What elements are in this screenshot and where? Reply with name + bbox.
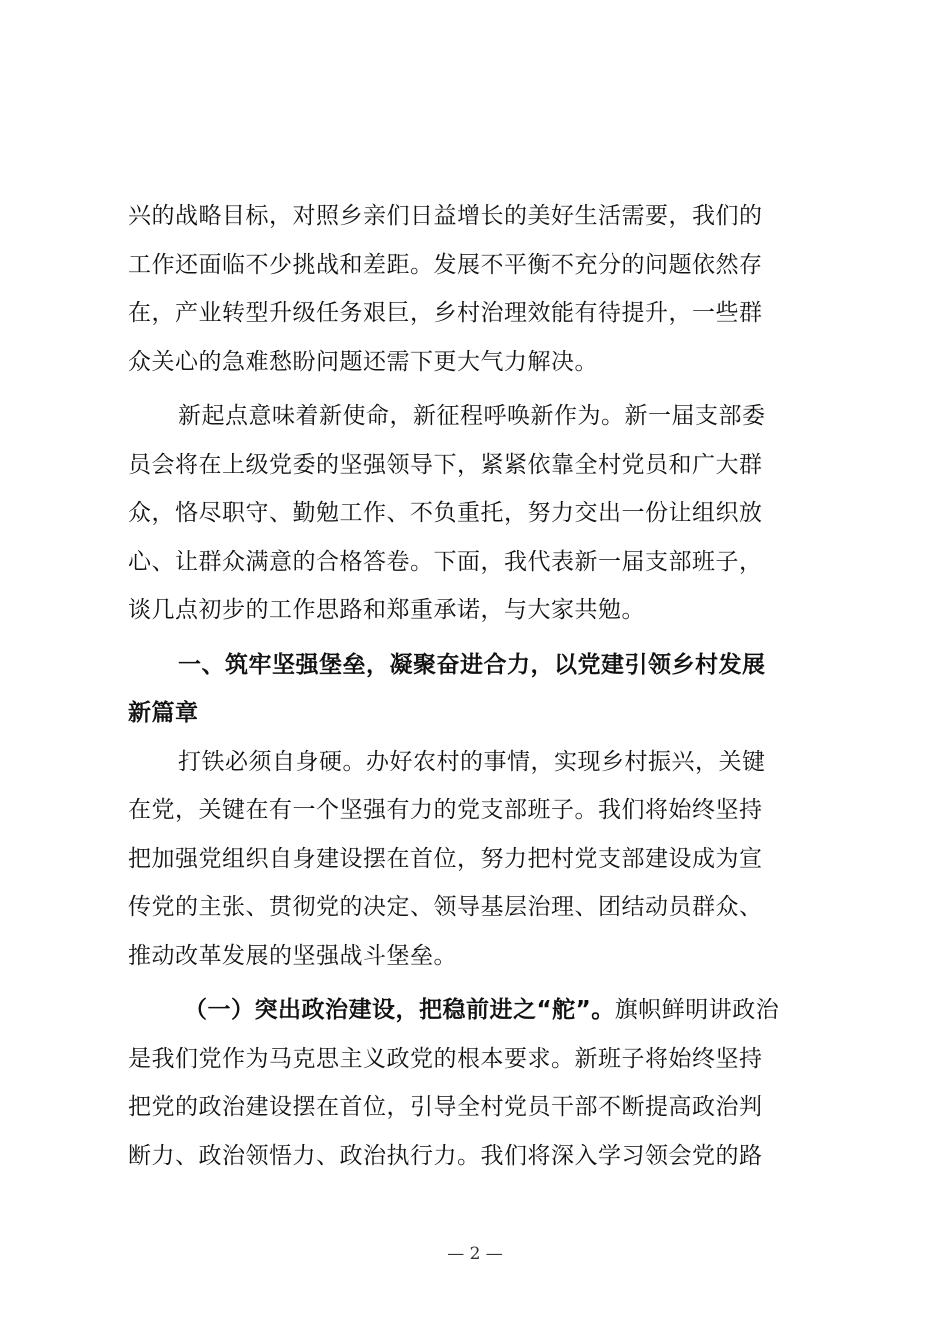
subsection-text: 旗帜鲜明讲政治	[614, 997, 780, 1023]
paragraph-line: 新起点意味着新使命，新征程呼唤新作为。新一届支部委	[178, 403, 766, 429]
paragraph-line: 心、让群众满意的合格答卷。下面，我代表新一届支部班子，	[128, 548, 763, 575]
paragraph-line: 把加强党组织自身建设摆在首位，努力把村党支部建设成为宣	[128, 845, 763, 872]
paragraph-line: 员会将在上级党委的坚强领导下，紧紧依靠全村党员和广大群	[128, 451, 763, 478]
paragraph-line: 众，恪尽职守、勤勉工作、不负重托，努力交出一份让组织放	[128, 500, 763, 526]
paragraph-line: 把党的政治建设摆在首位，引导全村党员干部不断提高政治判	[128, 1094, 763, 1120]
paragraph-line: 断力、政治领悟力、政治执行力。我们将深入学习领会党的路	[128, 1142, 763, 1169]
paragraph-line: 传党的主张、贯彻党的决定、领导基层治理、团结动员群众、	[128, 894, 763, 920]
paragraph-line: 推动改革发展的坚强战斗堡垒。	[128, 942, 457, 969]
section-heading: 新篇章	[128, 700, 199, 726]
paragraph-line: 打铁必须自身硬。办好农村的事情，实现乡村振兴，关键	[178, 748, 766, 775]
subsection-heading: （一）突出政治建设，把稳前进之“舵”。	[184, 997, 615, 1023]
paragraph-line: 是我们党作为马克思主义政党的根本要求。新班子将始终坚持	[128, 1045, 763, 1072]
paragraph-line: 在党，关键在有一个坚强有力的党支部班子。我们将始终坚持	[128, 797, 763, 823]
section-heading: 一、筑牢坚强堡垒，凝聚奋进合力，以党建引领乡村发展	[178, 651, 766, 678]
paragraph-line: 在，产业转型升级任务艰巨，乡村治理效能有待提升，一些群	[128, 300, 763, 326]
paragraph-line: 工作还面临不少挑战和差距。发展不平衡不充分的问题依然存	[128, 251, 763, 278]
paragraph-line: 谈几点初步的工作思路和郑重承诺，与大家共勉。	[128, 597, 645, 623]
paragraph-line: 众关心的急难愁盼问题还需下更大气力解决。	[128, 348, 598, 375]
page-number: — 2 —	[447, 1244, 503, 1264]
document-body	[128, 192, 824, 1180]
paragraph-line: 兴的战略目标，对照乡亲们日益增长的美好生活需要，我们的	[128, 203, 763, 229]
subsection-line	[128, 986, 824, 1035]
